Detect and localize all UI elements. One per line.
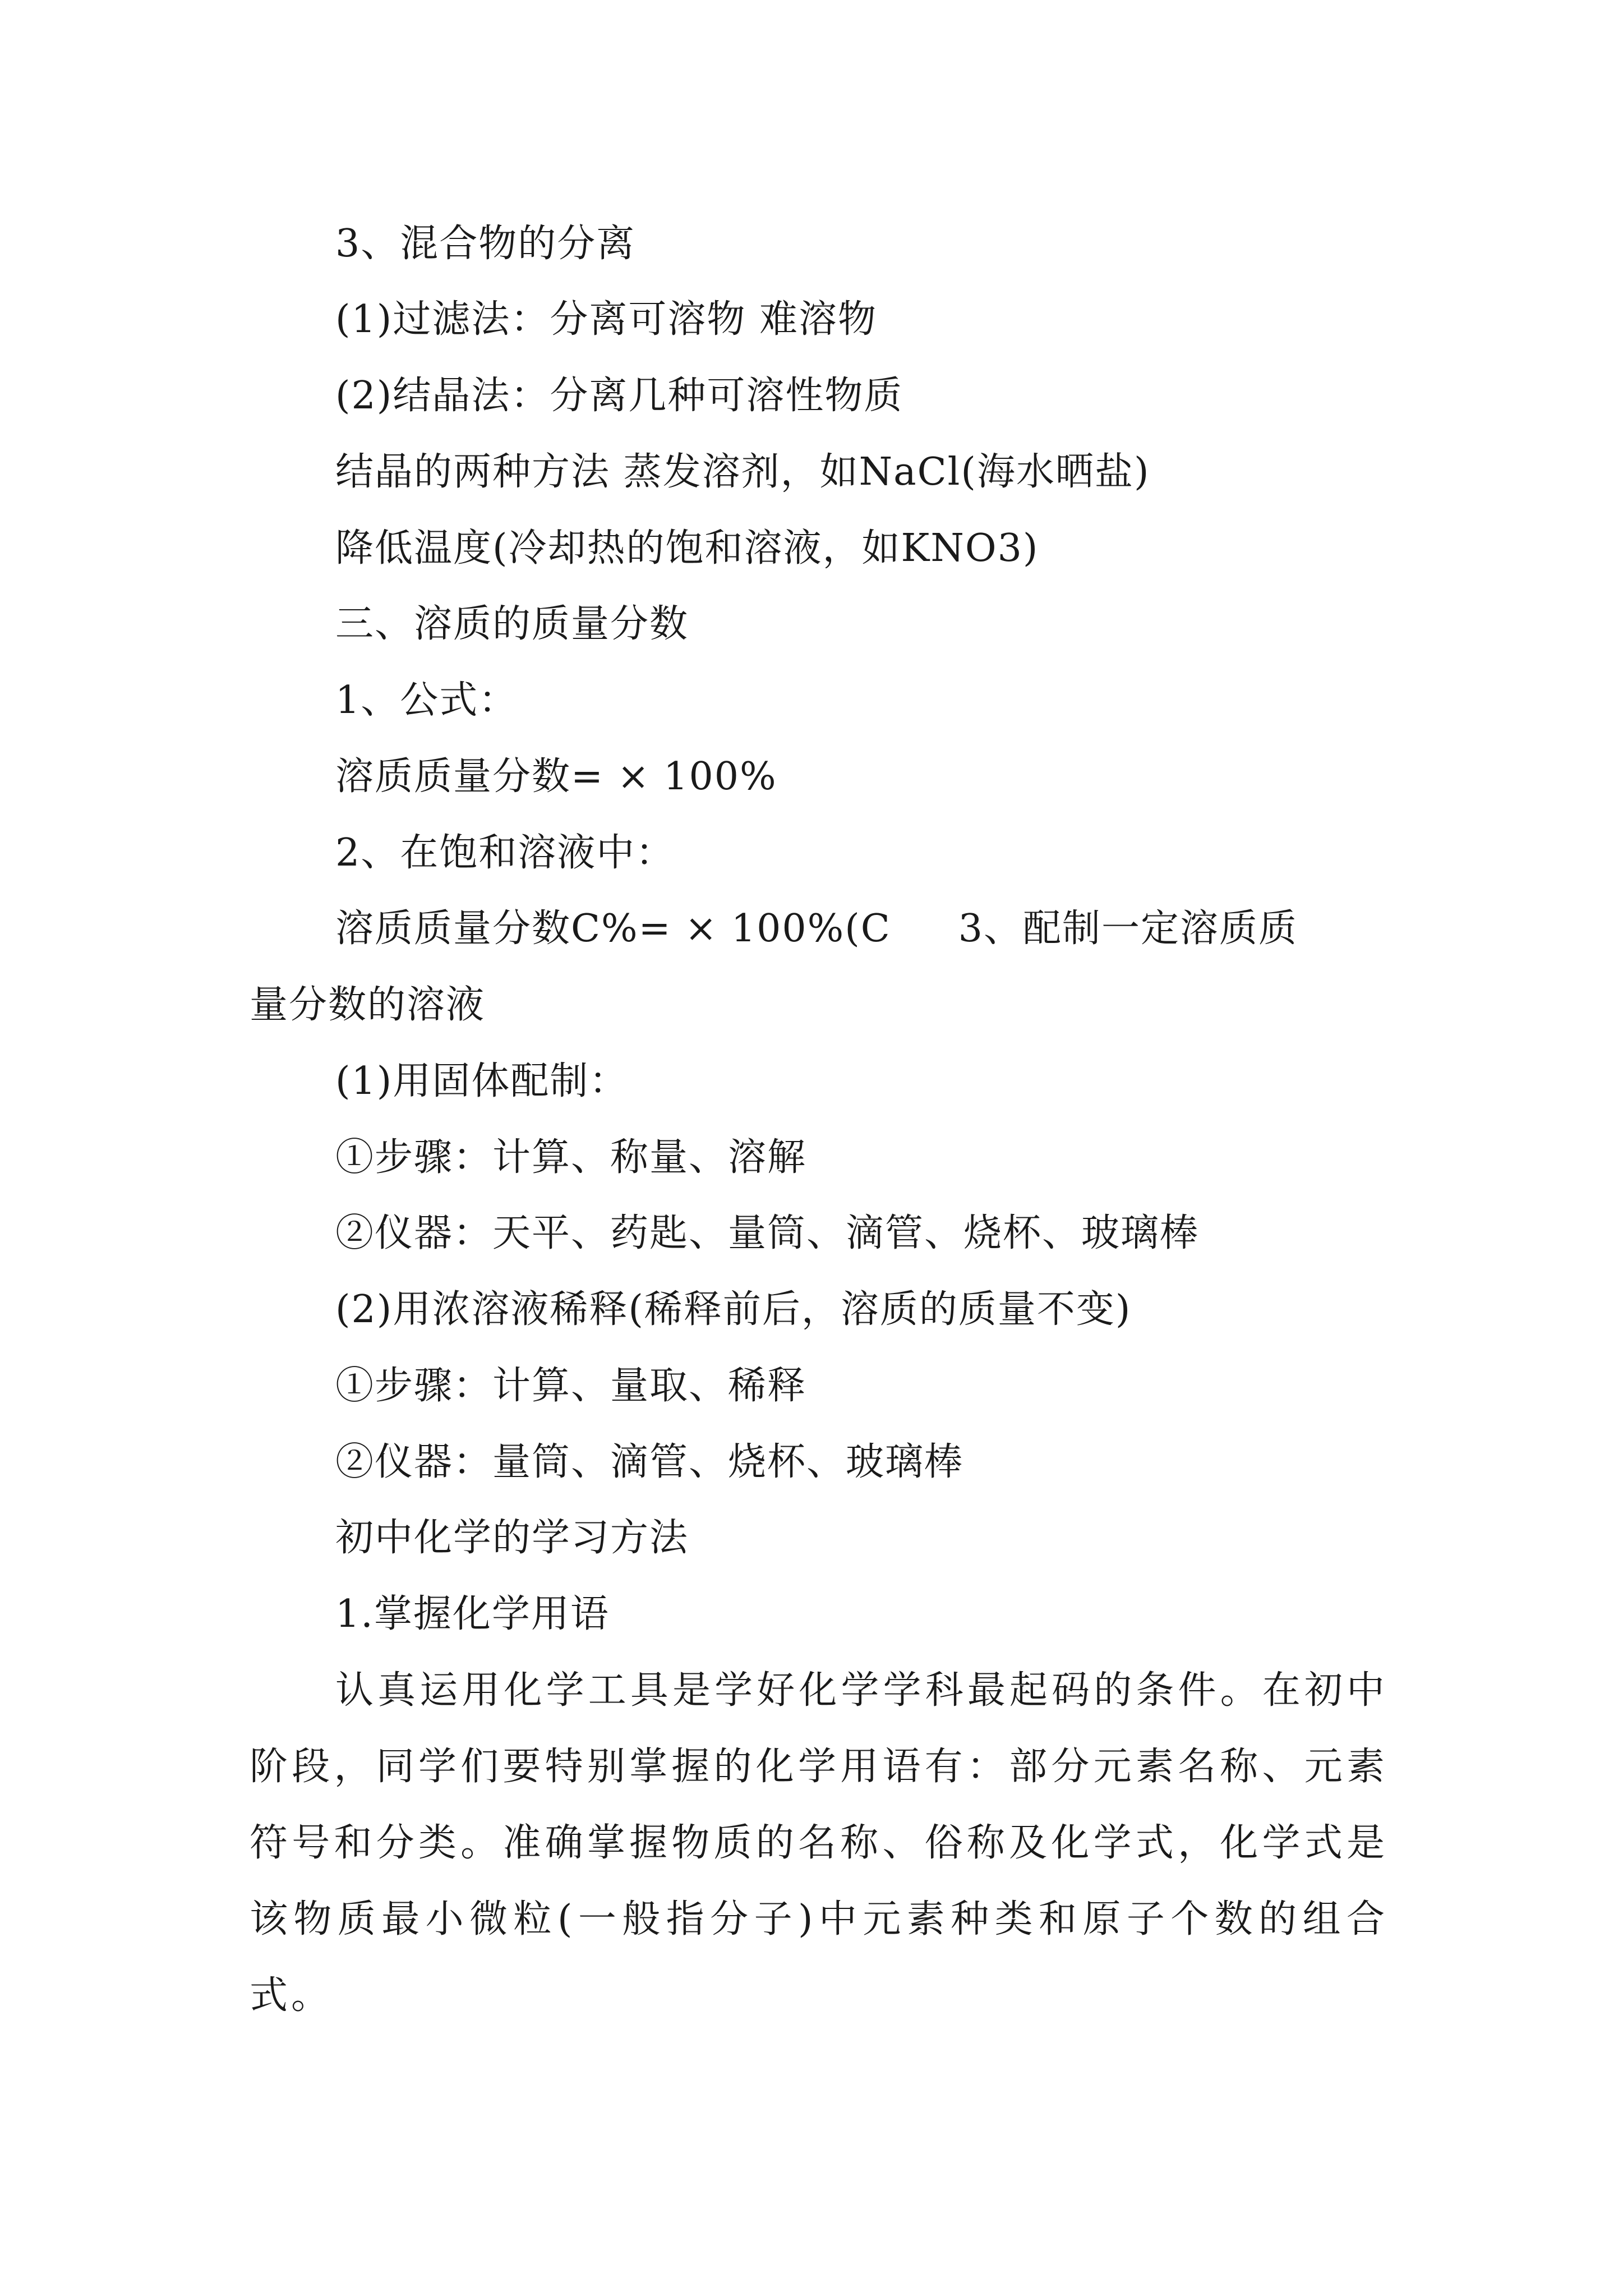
text-line-crystallization: (2)结晶法：分离几种可溶性物质 bbox=[335, 374, 903, 418]
section-heading-mass-fraction: 三、溶质的质量分数 bbox=[335, 602, 689, 646]
text-line-mixed bbox=[335, 907, 1298, 951]
text-line-formula: 溶质质量分数= × 100% bbox=[335, 754, 777, 799]
section-heading-mixture-separation: 3、混合物的分离 bbox=[335, 222, 636, 266]
text-line-master-terms: 1.掌握化学用语 bbox=[335, 1592, 610, 1636]
text-line-steps-solid: ①步骤：计算、称量、溶解 bbox=[335, 1135, 807, 1180]
text-line-cooling: 降低温度(冷却热的饱和溶液，如KNO3) bbox=[335, 526, 1039, 570]
text-line-steps-dilution: ①步骤：计算、量取、稀释 bbox=[335, 1364, 807, 1408]
text-line-filtration: (1)过滤法：分离可溶物 难溶物 bbox=[335, 297, 877, 342]
text-line-continuation: 量分数的溶液 bbox=[250, 983, 486, 1027]
section-heading-study-methods: 初中化学的学习方法 bbox=[335, 1516, 689, 1560]
text-line-dilution: (2)用浓溶液稀释(稀释前后，溶质的质量不变) bbox=[335, 1287, 1132, 1332]
text-line-formula-heading: 1、公式： bbox=[335, 678, 518, 723]
text-line-instruments-dilution: ②仪器：量筒、滴管、烧杯、玻璃棒 bbox=[335, 1440, 964, 1484]
text-line-crystallization-methods: 结晶的两种方法 蒸发溶剂，如NaCl(海水晒盐) bbox=[335, 450, 1150, 494]
text-line-saturated-solution: 2、在饱和溶液中： bbox=[335, 831, 675, 875]
text-formula-c-percent: 溶质质量分数C%= × 100%(C bbox=[335, 907, 891, 951]
text-heading-prepare-solution: 3、配制一定溶质质 bbox=[958, 907, 1298, 951]
text-line-solid-preparation: (1)用固体配制： bbox=[335, 1059, 629, 1103]
body-paragraph: 认真运用化学工具是学好化学学科最起码的条件。在初中阶段，同学们要特别掌握的化学用语有：部分元素名称、元素符号和分类。准确掌握物质的名称、俗称及化学式，化学式是该物质最小微粒(一般指分子)中元素种类和原子个数的组合式。 bbox=[250, 1668, 1388, 2018]
text-line-instruments-solid: ②仪器：天平、药匙、量筒、滴管、烧杯、玻璃棒 bbox=[335, 1211, 1200, 1255]
